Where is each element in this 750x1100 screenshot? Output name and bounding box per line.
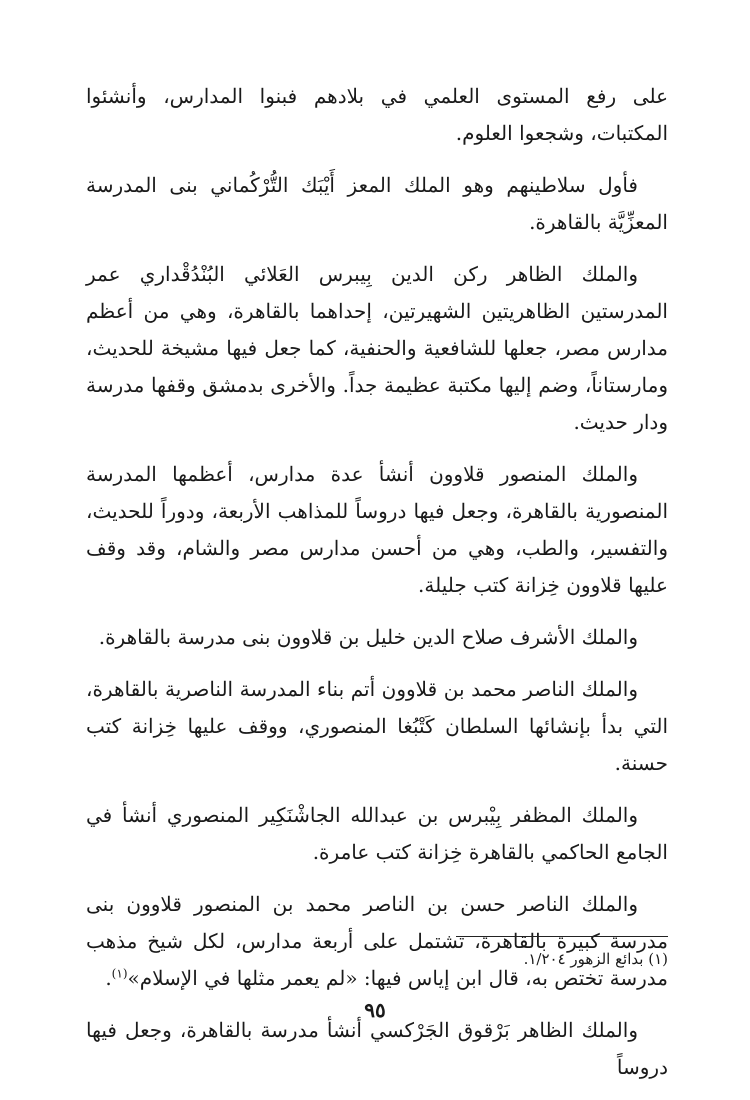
page-number: ٩٥: [364, 998, 386, 1022]
paragraph-4-text: والملك المنصور قلاوون أنشأ عدة مدارس، أعظمها المدرسة المنصورية بالقاهرة، وجعل فيها دروساً للمذاهب الأربعة، ودوراً للحديث، والتفسير، والطب، وهي من أحسن مدارس مصر والشام، وقد وقف عليها قلاوون خِزانة كتب جليلة.: [86, 462, 668, 597]
paragraph-3: [86, 256, 668, 441]
paragraph-2: [86, 167, 668, 241]
paragraph-6: [86, 671, 668, 782]
paragraph-4: [86, 456, 668, 604]
paragraph-6-text: والملك الناصر محمد بن قلاوون أتم بناء المدرسة الناصرية بالقاهرة، التي بدأ بإنشائها السلطان كَتْبُغا المنصوري، ووقف عليها خِزانة كتب حسنة.: [86, 677, 668, 775]
paragraph-5-text: والملك الأشرف صلاح الدين خليل بن قلاوون بنى مدرسة بالقاهرة.: [98, 625, 638, 649]
paragraph-3-text: والملك الظاهر ركن الدين بِيبرس العَلائي البُنْدُقْداري عمر المدرستين الظاهريتين الشهيرتين، إحداهما بالقاهرة، وهي من أعظم مدارس مصر، جعلها للشافعية والحنفية، كما جعل فيها مشيخة للحديث، ومارستاناً، وضم إليها مكتبة عظيمة جداً. والأخرى بدمشق وقفها مدرسة ودار حديث.: [86, 262, 668, 434]
paragraph-9-text: والملك الظاهر بَرْقوق الجَرْكسي أنشأ مدرسة بالقاهرة، وجعل فيها دروساً: [86, 1018, 668, 1079]
paragraph-5: [86, 619, 668, 656]
paragraph-8-tail: .: [105, 966, 112, 990]
paragraph-2-text: فأول سلاطينهم وهو الملك المعز أَيْبَك التُّرْكُماني بنى المدرسة المعزِّيَّة بالقاهرة.: [86, 173, 668, 234]
footnote-reference: (١): [111, 966, 128, 981]
paragraph-1: [86, 78, 668, 152]
paragraph-7-text: والملك المظفر بِيْبرس بن عبدالله الجاشْنَكِير المنصوري أنشأ في الجامع الحاكمي بالقاهرة خِزانة كتب عامرة.: [86, 803, 668, 864]
footnote-divider: [456, 936, 668, 937]
paragraph-1-text: على رفع المستوى العلمي في بلادهم فبنوا المدارس، وأنشئوا المكتبات، وشجعوا العلوم.: [86, 84, 668, 145]
footnote: (١) بدائع الزهور ١/٢٠٤.: [523, 950, 668, 968]
paragraph-8-text: والملك الناصر حسن بن الناصر محمد بن المنصور قلاوون بنى مدرسة كبيرة بالقاهرة، تشتمل على أربعة مدارس، لكل شيخ مذهب مدرسة تختص به، قال ابن إياس فيها: «لم يعمر مثلها في الإسلام»: [86, 892, 668, 990]
paragraph-7: [86, 797, 668, 871]
paragraph-9: [86, 1012, 668, 1086]
paragraph-8: [86, 886, 668, 997]
